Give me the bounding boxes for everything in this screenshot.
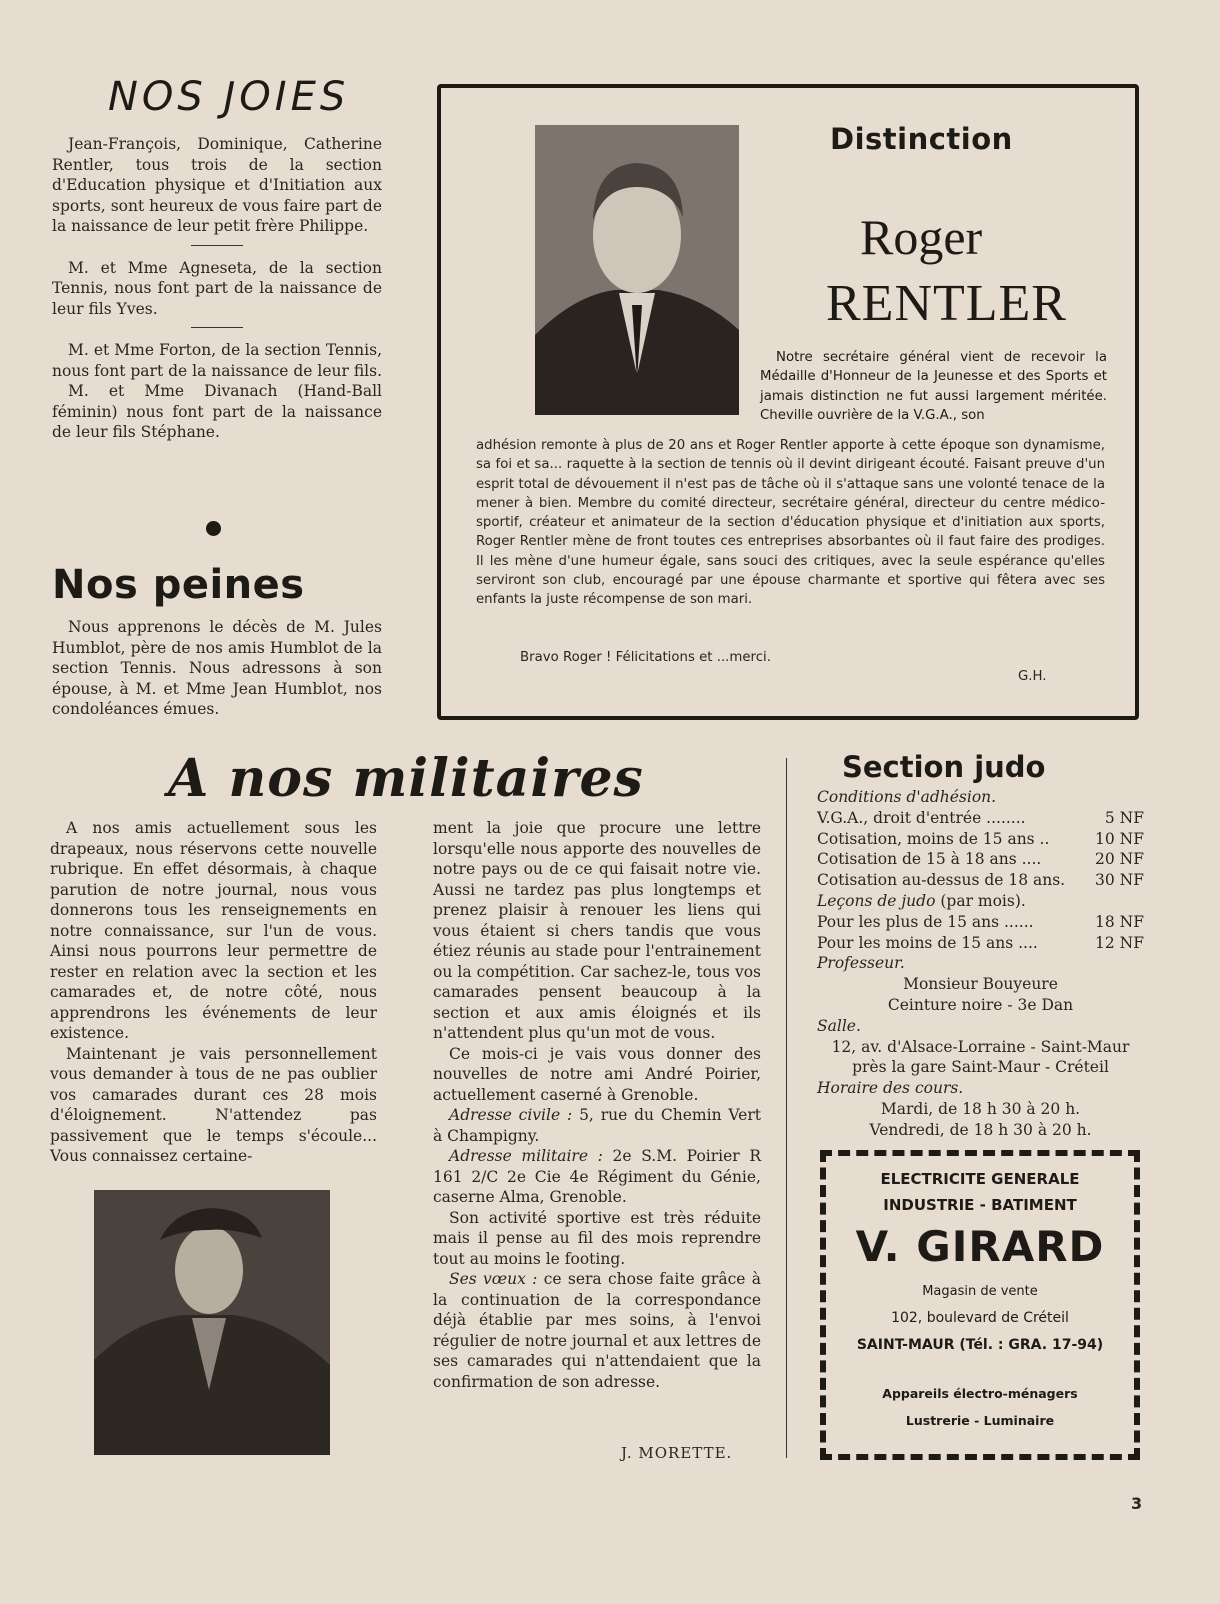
joies-title: NOS JOIES bbox=[108, 74, 350, 120]
lesson-fee-row bbox=[817, 912, 1144, 933]
peines-text: Nous apprenons le décès de M. Jules Humblot, père de nos amis Humblot de la section Tennis. Nous adressons à son épouse, à M. et Mme Jean Humblot, nos condoléances émues. bbox=[52, 618, 382, 718]
professor-rank: Ceinture noire - 3e Dan bbox=[887, 995, 1074, 1014]
distinction-paragraph: Notre secrétaire général vient de recevoir la Médaille d'Honneur de la Jeunesse et des Sports et jamais distinction ne fut aussi largement méritée. Cheville ouvrière de la V.G.A., son bbox=[760, 350, 1107, 423]
voeux-text: ce sera chose faite grâce à la continuation de la correspondance déjà établie par mes soins, à l'envoi régulier de notre journal et aux lettres de ses camarades qui n'attendaient que la confirmation de son adresse. bbox=[433, 1270, 761, 1391]
divider bbox=[191, 245, 243, 246]
judo-section bbox=[817, 787, 1144, 1141]
fee-row bbox=[817, 849, 1144, 870]
fee-amount: 5 NF bbox=[1104, 808, 1144, 827]
militaires-signature: J. MORETTE. bbox=[621, 1444, 733, 1462]
lesson-fee-row bbox=[817, 933, 1144, 954]
distinction-text-upper bbox=[760, 348, 1107, 425]
ad-line: 102, boulevard de Créteil bbox=[891, 1310, 1069, 1326]
soldier-photo bbox=[94, 1190, 330, 1455]
civil-address-label: Adresse civile : bbox=[449, 1106, 573, 1124]
fee-label: Pour les moins de 15 ans .... bbox=[817, 933, 1038, 952]
distinction-signature: G.H. bbox=[1018, 669, 1047, 684]
fee-amount: 18 NF bbox=[1095, 912, 1144, 931]
militaires-paragraph: Son activité sportive est très réduite mais il pense au fil des mois reprendre tout au moins le footing. bbox=[433, 1208, 761, 1268]
fee-label: Pour les plus de 15 ans ...... bbox=[817, 912, 1034, 931]
joies-section bbox=[52, 134, 382, 443]
salle-label: Salle. bbox=[817, 1016, 861, 1035]
joies-paragraph: M. et Mme Agneseta, de la section Tennis, nous font part de la naissance de leur fils Yves. bbox=[52, 258, 382, 318]
fee-label: Cotisation au-dessus de 18 ans. bbox=[817, 871, 1066, 890]
militaires-paragraph: Maintenant je vais personnellement vous demander à tous de ne pas oublier vos camarades durant ces 28 mois d'éloignement. N'attendez pas passivement que le temps s'écoule... Vous connaissez certaine- bbox=[50, 1044, 377, 1165]
bullet-dot bbox=[206, 521, 221, 536]
joies-paragraph: M. et Mme Divanach (Hand-Ball féminin) nous font part de la naissance de leur fils Stéphane. bbox=[52, 382, 382, 441]
fee-row bbox=[817, 808, 1144, 829]
distinction-title: Distinction bbox=[830, 122, 1013, 156]
voeux-paragraph bbox=[433, 1269, 761, 1392]
civil-address-text: 5, rue du Chemin Vert à Champigny. bbox=[433, 1106, 761, 1145]
horaire-line: Mardi, de 18 h 30 à 20 h. bbox=[880, 1099, 1081, 1118]
civil-address bbox=[433, 1105, 761, 1146]
professor-label: Professeur. bbox=[817, 954, 905, 973]
ad-line: INDUSTRIE - BATIMENT bbox=[883, 1196, 1077, 1214]
fee-row bbox=[817, 870, 1144, 891]
militaires-paragraph: ment la joie que procure une lettre lorsqu'elle nous apporte des nouvelles de notre pays ou de ce qui faisait notre vie. Aussi ne tardez pas plus longtemps et prenez plaisir à renouer les liens qui vous étaient si chers tandis que vous étiez réunis au stade pour l'entrainement ou la compétition. Car sachez-le, tous vos camarades pensent beaucoup à la section et aux amis éloignés et ils n'attendent plus qu'un mot de vous. bbox=[433, 819, 761, 1042]
ad-line: SAINT-MAUR (Tél. : GRA. 17-94) bbox=[856, 1337, 1104, 1353]
lessons-heading bbox=[817, 891, 1144, 912]
horaire-line: Vendredi, de 18 h 30 à 20 h. bbox=[869, 1120, 1092, 1139]
militaires-column-1 bbox=[50, 818, 377, 1167]
distinction-paragraph: adhésion remonte à plus de 20 ans et Roger Rentler apporte à cette époque son dynamisme, sa foi et sa... raquette à la section de tennis où il devint dirigeant écouté. Faisant preuve d'un esprit total de dévouement il n'est pas de tâche où il s'attaque sans une volonté tenace de la mener à bien. Membre du comité directeur, secrétaire général, directeur du centre médico-sportif, créateur et animateur de la section d'éducation physique et d'initiation aux sports, Roger Rentler mène de front toutes ces entreprises absorbantes où il faut faire des prodiges. Il les mène d'une humeur égale, sans souci des critiques, avec la seule espérance qu'elles serviront son club, encouragé par une épouse charmante et sportive qui fêtera avec ses enfants la juste récompense de son mari. bbox=[476, 438, 1105, 608]
ad-line: Magasin de vente bbox=[922, 1284, 1038, 1299]
soldier-silhouette bbox=[94, 1190, 330, 1455]
militaires-paragraph: Ce mois-ci je vais vous donner des nouvelles de notre ami André Poirier, actuellement caserné à Grenoble. bbox=[433, 1044, 761, 1104]
divider bbox=[191, 327, 243, 328]
judo-title: Section judo bbox=[842, 750, 1046, 784]
military-address bbox=[433, 1146, 761, 1208]
salle-address: près la gare Saint-Maur - Créteil bbox=[852, 1058, 1109, 1077]
ad-line: ELECTRICITE GENERALE bbox=[880, 1170, 1080, 1188]
joies-paragraph: Jean-François, Dominique, Catherine Rentler, tous trois de la section d'Education physique et d'Initiation aux sports, sont heureux de vous faire part de la naissance de leur petit frère Philippe. bbox=[52, 135, 382, 235]
fee-amount: 30 NF bbox=[1095, 871, 1144, 890]
distinction-text-lower bbox=[476, 436, 1105, 610]
militaires-paragraph: A nos amis actuellement sous les drapeaux, nous réservons cette nouvelle rubrique. En effet désormais, à chaque parution de notre journal, nous vous donnerons tous les renseignements en notre connaissance, sur l'un de vous. Ainsi nous pourrons leur permettre de rester en relation avec la section et les camarades et, de notre côté, nous apprendrons les événements de leur existence. bbox=[50, 819, 377, 1042]
honoree-last-name: RENTLER bbox=[826, 275, 1067, 332]
lessons-suffix: (par mois). bbox=[940, 891, 1026, 910]
military-address-label: Adresse militaire : bbox=[449, 1147, 603, 1165]
fee-label: Cotisation, moins de 15 ans .. bbox=[817, 829, 1050, 848]
joies-paragraph: M. et Mme Forton, de la section Tennis, nous font part de la naissance de leur fils. bbox=[52, 341, 383, 380]
honoree-first-name: Roger bbox=[860, 209, 983, 265]
fee-label: Cotisation de 15 à 18 ans .... bbox=[817, 850, 1042, 869]
portrait-photo bbox=[535, 125, 739, 415]
ad-line: Lustrerie - Luminaire bbox=[905, 1413, 1055, 1428]
fee-row bbox=[817, 829, 1144, 850]
ad-line: Appareils électro-ménagers bbox=[882, 1386, 1078, 1401]
girard-advertisement bbox=[820, 1150, 1140, 1460]
conditions-label: Conditions d'adhésion. bbox=[817, 788, 997, 806]
portrait-silhouette bbox=[535, 125, 739, 415]
salle-address: 12, av. d'Alsace-Lorraine - Saint-Maur bbox=[831, 1037, 1130, 1056]
fee-amount: 10 NF bbox=[1095, 829, 1144, 848]
page-number: 3 bbox=[1131, 1494, 1143, 1513]
voeux-label: Ses vœux : bbox=[449, 1270, 538, 1288]
militaires-column-2 bbox=[433, 818, 761, 1392]
peines-title: Nos peines bbox=[52, 562, 305, 608]
militaires-title: A nos militaires bbox=[168, 748, 644, 809]
lessons-label: Leçons de judo bbox=[817, 891, 936, 910]
ad-company-name: V. GIRARD bbox=[855, 1222, 1105, 1271]
distinction-bravo: Bravo Roger ! Félicitations et ...merci. bbox=[520, 650, 771, 665]
fee-label: V.G.A., droit d'entrée ........ bbox=[817, 808, 1026, 827]
fee-amount: 12 NF bbox=[1095, 933, 1144, 952]
horaire-label: Horaire des cours. bbox=[817, 1079, 964, 1098]
military-address-text: 2e S.M. Poirier R 161 2/C 2e Cie 4e Régiment du Génie, caserne Alma, Grenoble. bbox=[433, 1147, 761, 1206]
peines-section bbox=[52, 617, 382, 720]
fee-amount: 20 NF bbox=[1095, 850, 1144, 869]
column-divider bbox=[786, 758, 787, 1458]
professor-name: Monsieur Bouyeure bbox=[903, 975, 1058, 994]
